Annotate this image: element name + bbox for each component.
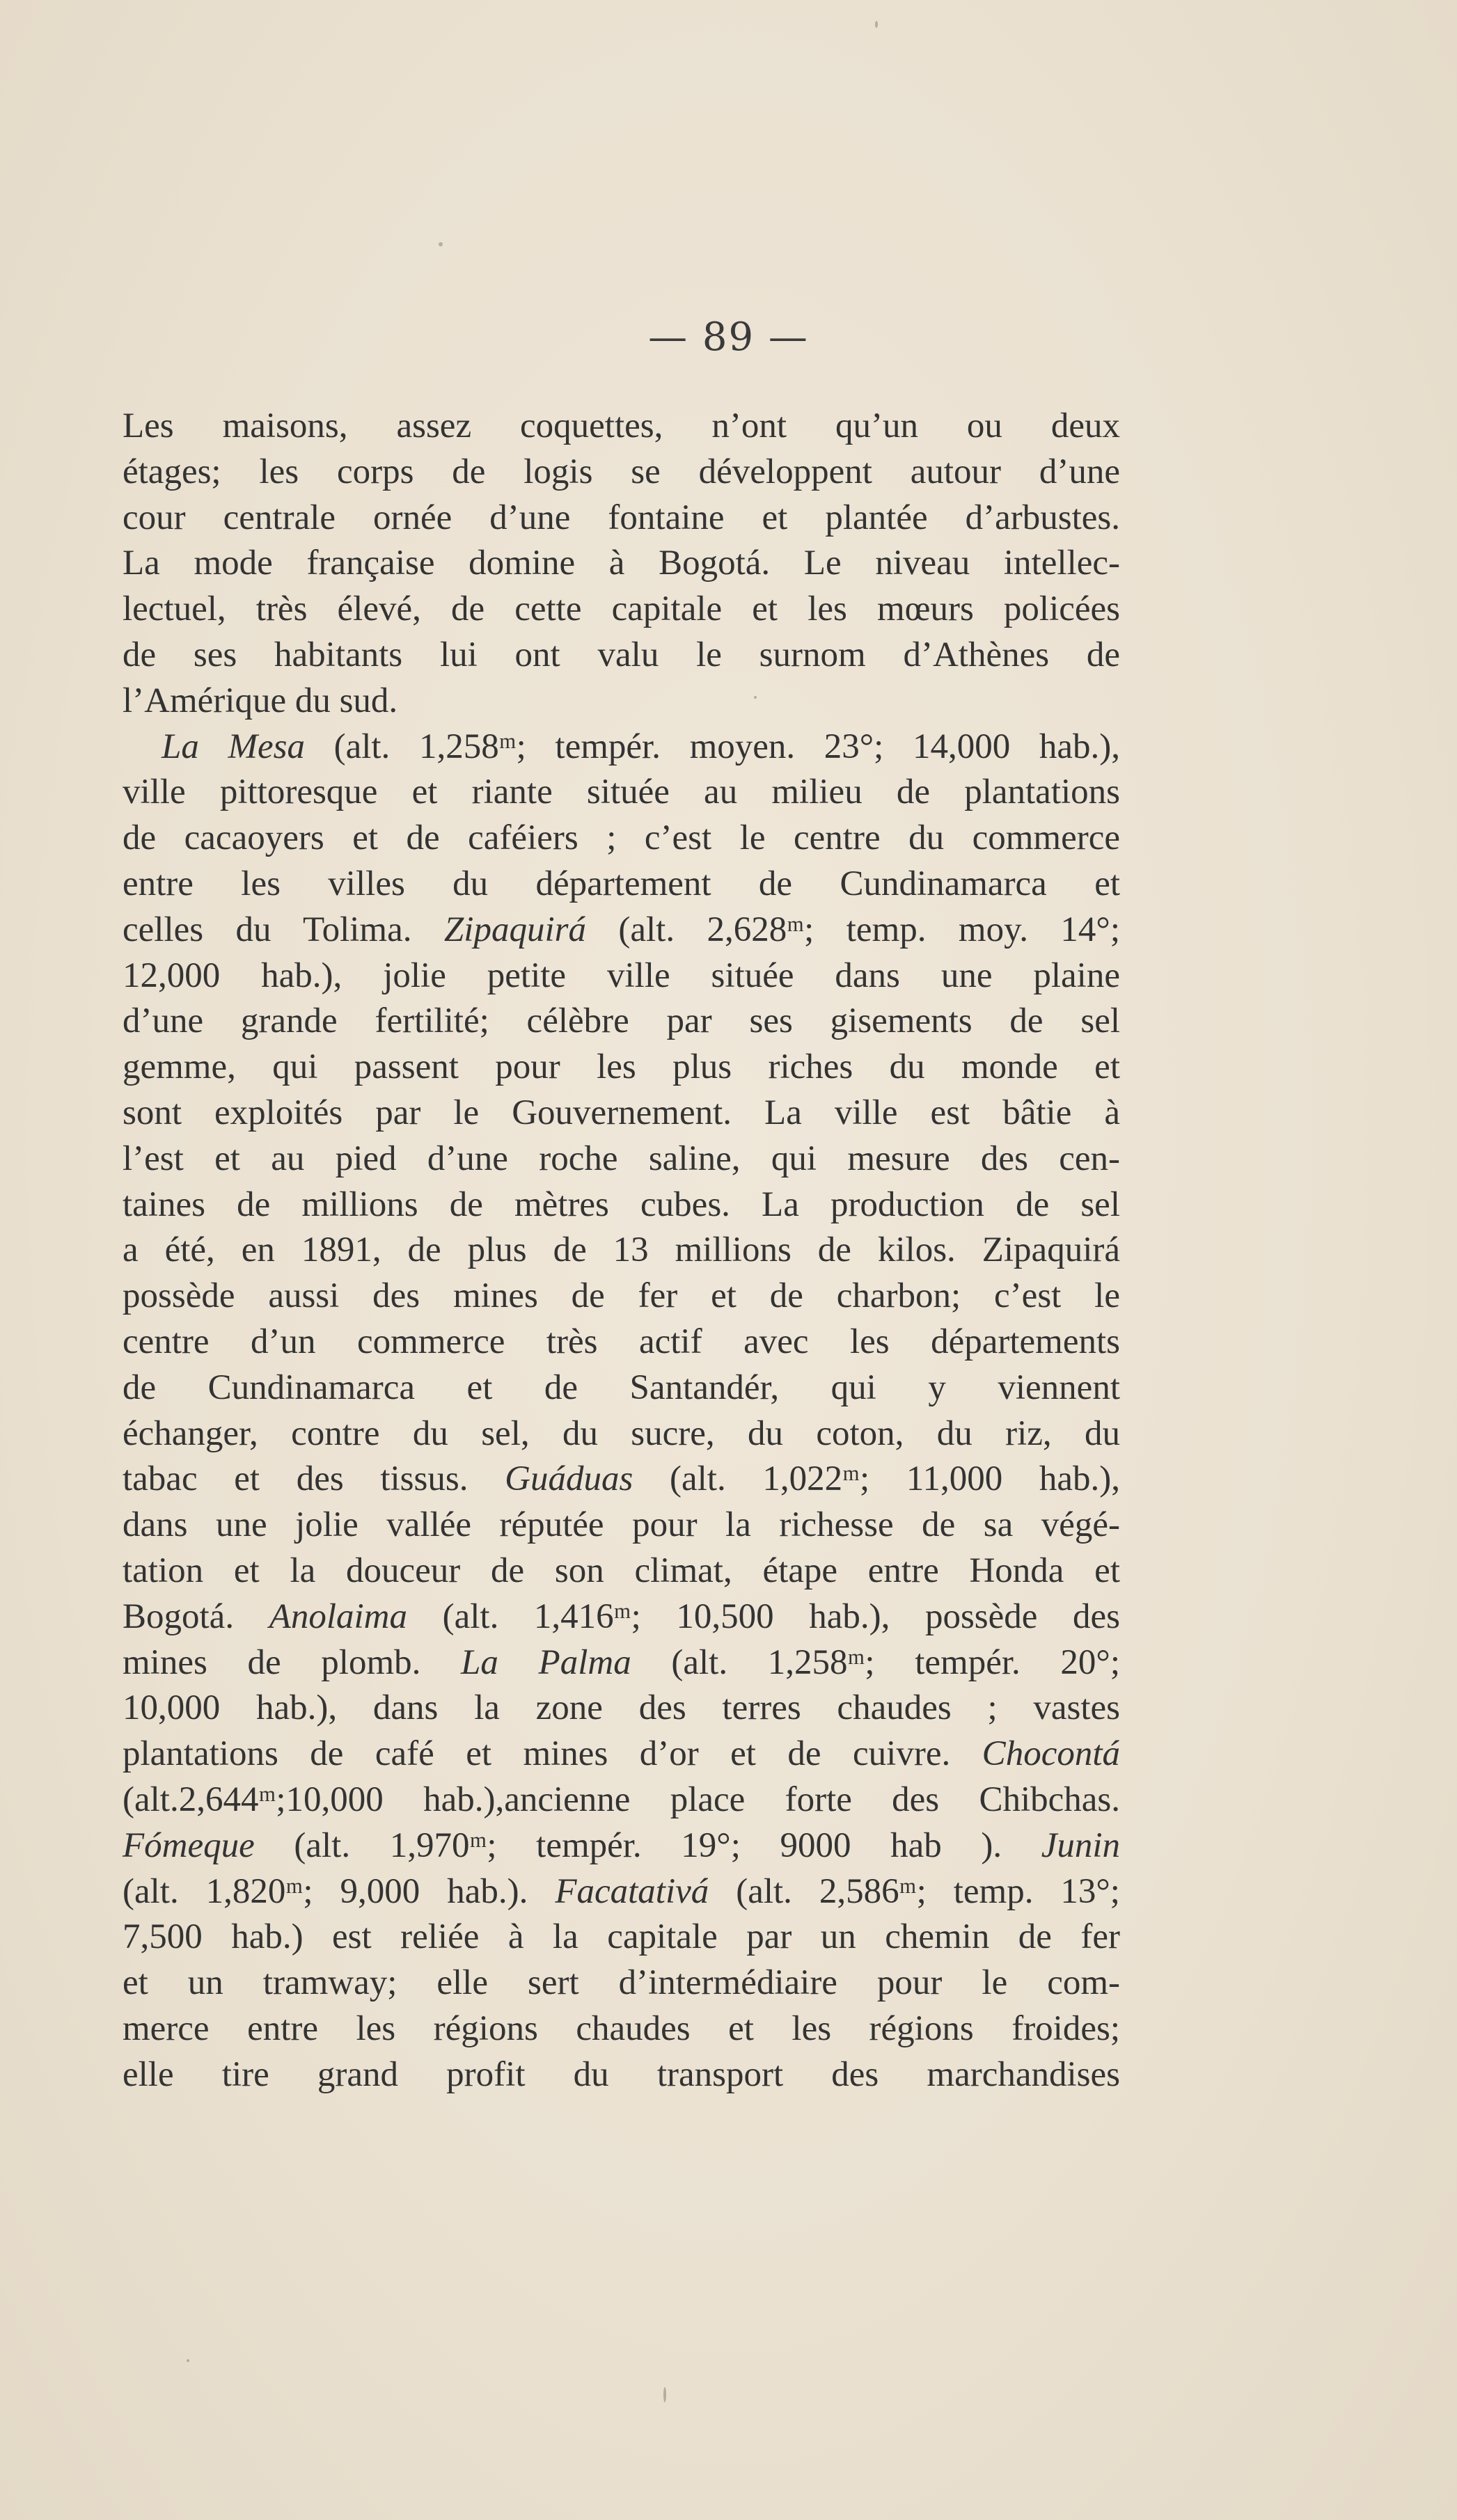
text-segment: 12,000 hab.), jolie petite ville située dans une plaine xyxy=(123,956,1120,995)
text-line xyxy=(123,633,1120,679)
text-segment: de cacaoyers et de caféiers ; c’est le centre du commerce xyxy=(123,818,1120,858)
text-line xyxy=(123,541,1120,587)
text-line xyxy=(123,1182,1120,1228)
place-name: Anolaima xyxy=(269,1596,408,1636)
text-segment: (alt. 1,970ᵐ; tempér. 19°; 9000 hab ). xyxy=(254,1825,1041,1865)
text-line xyxy=(123,999,1120,1045)
place-name: Fómeque xyxy=(123,1825,255,1865)
text-segment: (alt. 2,628ᵐ; temp. moy. 14°; xyxy=(585,910,1120,949)
body-text xyxy=(123,404,1120,2098)
place-name: La Mesa xyxy=(162,727,305,766)
text-line xyxy=(123,450,1120,496)
text-line xyxy=(123,862,1120,908)
text-line xyxy=(123,1640,1120,1686)
place-name: La Palma xyxy=(461,1642,631,1682)
place-name: Junin xyxy=(1041,1825,1120,1865)
text-line xyxy=(123,587,1120,633)
text-segment: Bogotá. xyxy=(123,1596,269,1636)
text-line xyxy=(123,1136,1120,1182)
text-segment: (alt.2,644ᵐ;10,000 hab.),ancienne place forte des Chibchas. xyxy=(123,1780,1120,1819)
text-line xyxy=(123,1365,1120,1411)
place-name: Facatativá xyxy=(555,1871,709,1911)
text-line xyxy=(123,1045,1120,1091)
text-segment: mines de plomb. xyxy=(123,1642,462,1682)
text-segment: possède aussi des mines de fer et de charbon; c’est le xyxy=(123,1276,1120,1316)
text-segment: plantations de café et mines d’or et de cuivre. xyxy=(123,1734,982,1774)
text-line xyxy=(123,1228,1120,1274)
text-segment: étages; les corps de logis se développent autour d’une xyxy=(123,452,1120,491)
text-line xyxy=(123,1594,1120,1640)
text-segment: d’une grande fertilité; célèbre par ses gisements de sel xyxy=(123,1001,1120,1041)
text-line xyxy=(123,953,1120,999)
text-line xyxy=(123,1411,1120,1457)
text-segment: (alt. 1,416ᵐ; 10,500 hab.), possède des xyxy=(407,1596,1121,1636)
text-segment: ville pittoresque et riante située au milieu de plantations xyxy=(123,772,1120,812)
text-line xyxy=(123,496,1120,541)
text-line xyxy=(123,1777,1120,1823)
text-line xyxy=(123,679,1120,724)
text-line xyxy=(123,1915,1120,1960)
text-segment: (alt. 1,820ᵐ; 9,000 hab.). xyxy=(123,1871,556,1911)
text-segment: 7,500 hab.) est reliée à la capitale par un chemin de fer xyxy=(123,1917,1120,1957)
text-segment: (alt. 1,258ᵐ; tempér. 20°; xyxy=(631,1642,1120,1682)
place-name: Guáduas xyxy=(505,1459,633,1499)
paper-speck xyxy=(875,21,878,28)
text-line xyxy=(123,1869,1120,1915)
text-line xyxy=(123,404,1120,450)
text-line xyxy=(123,1548,1120,1594)
text-line xyxy=(123,724,1120,770)
text-segment: 10,000 hab.), dans la zone des terres chaudes ; vastes xyxy=(123,1688,1120,1728)
text-segment: sont exploités par le Gouvernement. La ville est bâtie à xyxy=(123,1093,1120,1132)
text-segment: tation et la douceur de son climat, étape entre Honda et xyxy=(123,1551,1120,1590)
text-segment: dans une jolie vallée réputée pour la richesse de sa végé- xyxy=(123,1505,1120,1545)
text-segment: (alt. 1,258ᵐ; tempér. moyen. 23°; 14,000 hab.), xyxy=(304,727,1120,766)
text-segment: merce entre les régions chaudes et les régions froides; xyxy=(123,2008,1120,2048)
text-line xyxy=(123,1823,1120,1869)
text-line xyxy=(123,1274,1120,1320)
text-segment: (alt. 1,022ᵐ; 11,000 hab.), xyxy=(633,1459,1120,1499)
paper-speck xyxy=(754,696,757,699)
paper-speck xyxy=(663,2387,666,2402)
text-segment: celles du Tolima. xyxy=(123,910,444,949)
text-segment: (alt. 2,586ᵐ; temp. 13°; xyxy=(709,1871,1120,1911)
text-segment: et un tramway; elle sert d’intermédiaire pour le com- xyxy=(123,1963,1120,2003)
text-segment: lectuel, très élevé, de cette capitale et les mœurs policées xyxy=(123,589,1120,629)
text-line xyxy=(123,908,1120,953)
text-segment: de ses habitants lui ont valu le surnom d’Athènes de xyxy=(123,635,1120,674)
place-name: Zipaquirá xyxy=(443,910,586,949)
paper-speck xyxy=(187,2359,189,2362)
text-line xyxy=(123,816,1120,862)
text-line xyxy=(123,1320,1120,1365)
text-segment: cour centrale ornée d’une fontaine et plantée d’arbustes. xyxy=(123,498,1120,537)
text-segment: Les maisons, assez coquettes, n’ont qu’un ou deux xyxy=(123,406,1120,445)
text-line xyxy=(123,2006,1120,2052)
text-line xyxy=(123,1457,1120,1503)
text-segment: l’est et au pied d’une roche saline, qui mesure des cen- xyxy=(123,1139,1120,1178)
text-line xyxy=(123,1686,1120,1731)
paper-speck xyxy=(439,242,443,246)
text-segment: centre d’un commerce très actif avec les départements xyxy=(123,1322,1120,1361)
text-segment: tabac et des tissus. xyxy=(123,1459,505,1499)
text-segment: l’Amérique du sud. xyxy=(123,681,398,720)
text-line xyxy=(123,1503,1120,1548)
text-segment: de Cundinamarca et de Santandér, qui y viennent xyxy=(123,1368,1120,1407)
text-segment: entre les villes du département de Cundinamarca et xyxy=(123,864,1120,903)
text-line xyxy=(123,770,1120,816)
page-number: — 89 — xyxy=(648,315,809,360)
text-segment: échanger, contre du sel, du sucre, du coton, du riz, du xyxy=(123,1413,1120,1453)
text-segment: elle tire grand profit du transport des marchandises xyxy=(123,2054,1120,2094)
text-line xyxy=(123,1731,1120,1777)
text-segment: La mode française domine à Bogotá. Le niveau intellec- xyxy=(123,544,1120,583)
text-line xyxy=(123,2052,1120,2098)
text-segment: taines de millions de mètres cubes. La production de sel xyxy=(123,1184,1120,1224)
place-name: Chocontá xyxy=(982,1734,1120,1774)
text-line xyxy=(123,1091,1120,1136)
text-segment: gemme, qui passent pour les plus riches du monde et xyxy=(123,1047,1120,1087)
text-segment: a été, en 1891, de plus de 13 millions de kilos. Zipaquirá xyxy=(123,1230,1120,1270)
text-line xyxy=(123,1960,1120,2006)
